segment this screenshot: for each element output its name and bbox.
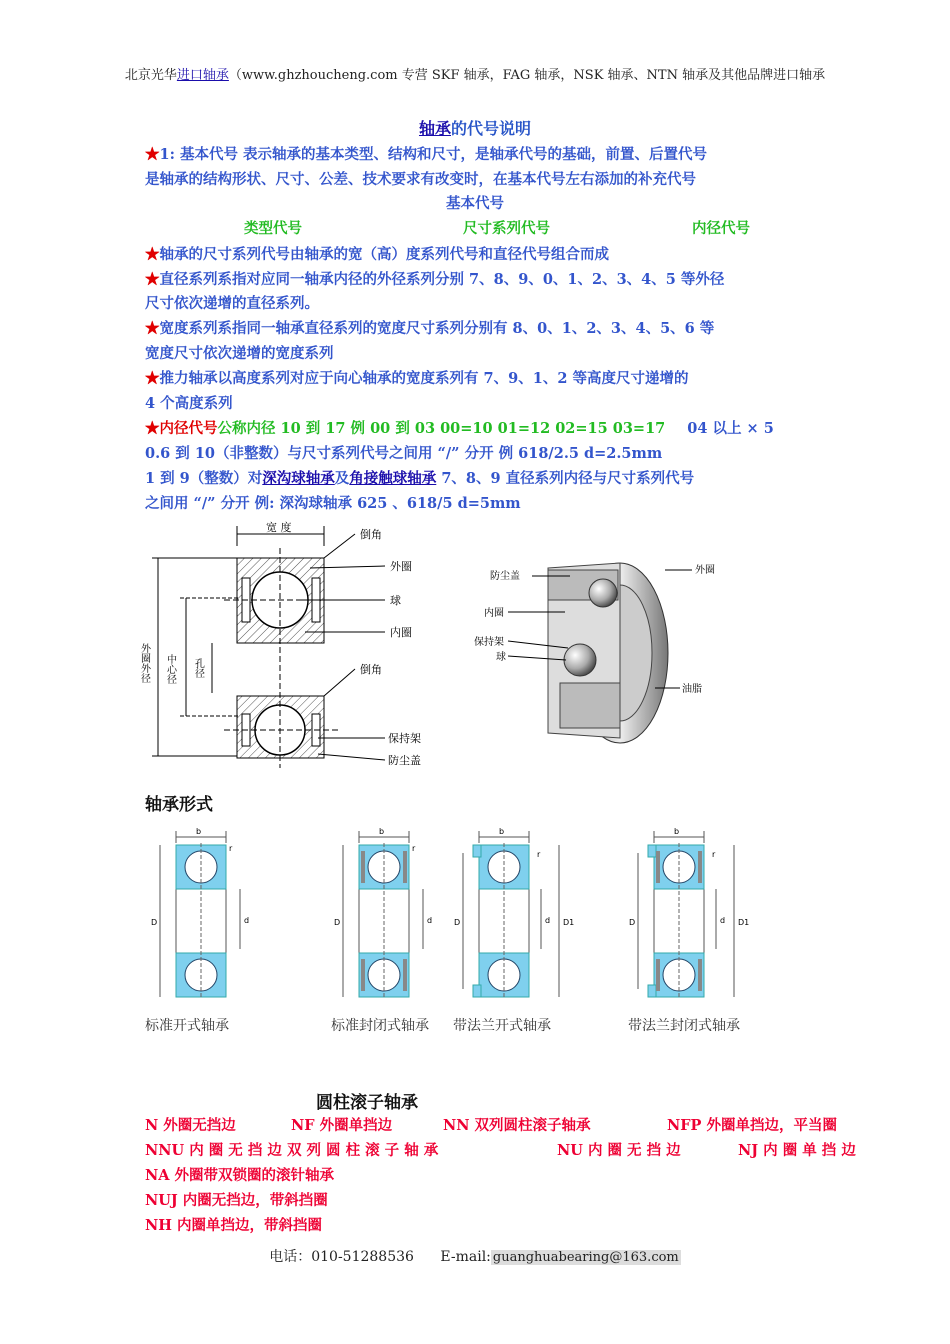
para-7-b: 及 [334, 470, 350, 487]
dim-D: D [454, 918, 461, 927]
dim-D: D [629, 918, 636, 927]
outer-ring2-label: 外圈 [695, 565, 715, 576]
bore-code-desc: 公称内径 10 到 17 例 00 到 03 00=10 01=12 02=15 03=17 [217, 420, 666, 437]
roller-na: NA 外圈带双锁圈的滚针轴承 [145, 1167, 335, 1184]
header-suffix: （www.ghzhoucheng.com 专营 SKF 轴承，FAG 轴承，NSK 轴承、NTN 轴承及其他品牌进口轴承 [228, 68, 826, 83]
form-flanged-sealed [629, 827, 749, 999]
dim-b: b [196, 827, 202, 836]
chamfer2-label: 倒角 [360, 663, 382, 676]
para-7 [145, 467, 694, 488]
outer-dia-label: 外圈外径 [138, 643, 150, 683]
roller-nnu: NNU 内 圈 无 挡 边 双 列 圆 柱 滚 子 轴 承 [145, 1142, 439, 1159]
page-header [0, 64, 950, 83]
grease-label: 油脂 [682, 684, 702, 695]
ball-label: 球 [390, 594, 401, 607]
para-1 [145, 243, 609, 264]
roller-nu: NU 内 圈 无 挡 边 [557, 1142, 681, 1159]
para-4b: 4 个高度系列 [145, 395, 233, 412]
chamfer-label: 倒角 [360, 528, 382, 541]
bore-code-inline: 内径代号 [159, 420, 218, 437]
para-8: 之间用 “/” 分开 例: 深沟球轴承 625 、618/5 d=5mm [145, 495, 521, 512]
center-dia-label: 中心径 [164, 654, 176, 684]
bore-label: 孔径 [192, 658, 204, 678]
angular-contact-link[interactable]: 角接触球轴承 [349, 470, 437, 487]
para-7-a: 1 到 9（整数）对 [145, 470, 263, 487]
para-4a [145, 367, 688, 388]
dim-d: d [427, 916, 433, 925]
form-standard-sealed [334, 827, 432, 999]
roller-nn: NN 双列圆柱滚子轴承 [443, 1117, 591, 1134]
page-footer [0, 1246, 950, 1266]
star-icon: ★ [145, 320, 160, 337]
intro-text-1: 1: 基本代号 表示轴承的基本类型、结构和尺寸，是轴承代号的基础，前置、后置代号 [159, 146, 708, 163]
dim-D: D [151, 918, 158, 927]
para-4a-text: 推力轴承以高度系列对应于向心轴承的宽度系列有 7、9、1、2 等高度尺寸递增的 [159, 370, 689, 387]
cage2-label: 保持架 [474, 637, 504, 648]
outer-ring-label: 外圈 [390, 560, 412, 573]
dim-d: d [720, 916, 726, 925]
dim-b: b [499, 827, 505, 836]
para-6: 0.6 到 10（非整数）与尺寸系列代号之间用 “/” 分开 例 618/2.5 d=2.5mm [145, 445, 663, 462]
para-2a [145, 268, 724, 289]
shield2-label: 防尘盖 [490, 571, 520, 582]
form-standard-open [151, 827, 249, 999]
roller-nuj: NUJ 内圈无挡边，带斜挡圈 [145, 1192, 328, 1209]
star-icon: ★ [145, 246, 160, 263]
width-label: 宽 度 [266, 521, 292, 534]
star-icon: ★ [145, 420, 160, 437]
size-code-label: 尺寸系列代号 [463, 220, 550, 237]
para-2b: 尺寸依次递增的直径系列。 [145, 295, 319, 312]
email-label: E-mail: [440, 1249, 491, 1265]
roller-nf: NF 外圈单挡边 [291, 1117, 393, 1134]
ball2-label: 球 [496, 652, 506, 663]
roller-heading: 圆柱滚子轴承 [316, 1093, 418, 1113]
para-5 [145, 417, 774, 438]
star-icon: ★ [145, 146, 160, 163]
bore-code-label: 内径代号 [692, 220, 750, 237]
para-1-text: 轴承的尺寸系列代号由轴承的宽（高）度系列代号和直径代号组合而成 [159, 246, 609, 263]
dim-d: d [545, 916, 551, 925]
star-icon: ★ [145, 271, 160, 288]
dim-b: b [674, 827, 680, 836]
intro-line-2: 是轴承的结构形状、尺寸、公差、技术要求有改变时，在基本代号左右添加的补充代号 [145, 171, 696, 188]
dim-r: r [412, 844, 416, 853]
type-code-label: 类型代号 [244, 220, 302, 237]
dim-d: d [244, 916, 250, 925]
header-prefix: 北京光华 [124, 68, 177, 83]
dim-D1: D1 [738, 918, 750, 927]
roller-nj: NJ 内 圈 单 挡 边 [738, 1142, 856, 1159]
roller-nh: NH 内圈单挡边，带斜挡圈 [145, 1217, 323, 1234]
intro-line-1 [145, 143, 707, 164]
inner-ring2-label: 内圈 [484, 608, 504, 619]
dim-r: r [712, 850, 716, 859]
form-flanged-open [454, 827, 574, 999]
page-title [0, 116, 950, 139]
para-3a [145, 317, 714, 338]
basic-code-heading: 基本代号 [446, 195, 504, 212]
bore-code-tail: 04 以上 × 5 [687, 420, 774, 437]
header-link[interactable]: 进口轴承 [176, 68, 229, 83]
caption-standard-open: 标准开式轴承 [145, 1018, 229, 1034]
deep-groove-link[interactable]: 深沟球轴承 [262, 470, 335, 487]
para-2a-text: 直径系列系指对应同一轴承内径的外径系列分别 7、8、9、0、1、2、3、4、5 等外径 [159, 271, 725, 288]
bearing-section-diagram [140, 518, 440, 780]
caption-flanged-open: 带法兰开式轴承 [453, 1018, 551, 1034]
title-link[interactable]: 轴承 [418, 119, 451, 138]
dim-D1: D1 [563, 918, 575, 927]
bearing-cutaway-diagram [470, 548, 730, 748]
forms-heading: 轴承形式 [145, 795, 213, 815]
caption-flanged-sealed: 带法兰封闭式轴承 [628, 1018, 740, 1034]
title-rest: 的代号说明 [451, 119, 532, 138]
roller-nfp: NFP 外圈单挡边，平当圈 [667, 1117, 837, 1134]
caption-standard-sealed: 标准封闭式轴承 [331, 1018, 429, 1034]
cage-label: 保持架 [388, 732, 421, 745]
star-icon: ★ [145, 370, 160, 387]
dim-r: r [229, 844, 233, 853]
phone-label: 电话： [269, 1249, 312, 1265]
email-address[interactable]: guanghuabearing@163.com [492, 1250, 679, 1265]
shield-label: 防尘盖 [388, 754, 421, 767]
dim-b: b [379, 827, 385, 836]
para-3a-text: 宽度系列系指同一轴承直径系列的宽度尺寸系列分别有 8、0、1、2、3、4、5、6 等 [159, 320, 715, 337]
dim-D: D [334, 918, 341, 927]
dim-r: r [537, 850, 541, 859]
para-3b: 宽度尺寸依次递增的宽度系列 [145, 345, 334, 362]
inner-ring-label: 内圈 [390, 626, 412, 639]
roller-n: N 外圈无挡边 [145, 1117, 236, 1134]
phone-number: 010-51288536 [311, 1249, 414, 1265]
bearing-forms-diagrams [140, 825, 800, 1007]
para-7-c: 7、8、9 直径系列内径与尺寸系列代号 [436, 470, 695, 487]
